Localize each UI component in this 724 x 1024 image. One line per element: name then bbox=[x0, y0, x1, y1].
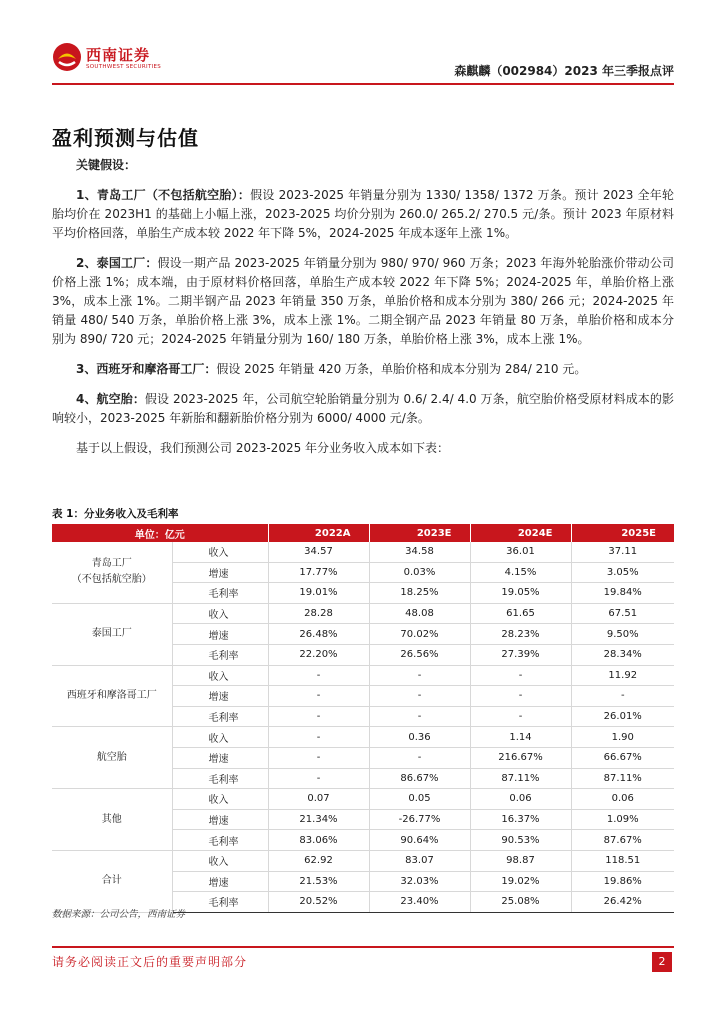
value-cell: 28.23% bbox=[470, 624, 571, 645]
value-cell: 26.42% bbox=[571, 892, 674, 913]
footer-disclaimer: 请务必阅读正文后的重要声明部分 bbox=[52, 955, 248, 969]
value-cell: - bbox=[470, 665, 571, 686]
value-cell: 61.65 bbox=[470, 603, 571, 624]
value-cell: - bbox=[470, 686, 571, 707]
metric-label: 增速 bbox=[172, 747, 268, 768]
report-title: 森麒麟（002984）2023 年三季报点评 bbox=[454, 64, 674, 78]
value-cell: 18.25% bbox=[369, 583, 470, 604]
value-cell: 0.06 bbox=[470, 789, 571, 810]
assumptions-block bbox=[52, 156, 674, 458]
assumptions-heading: 关键假设： bbox=[76, 158, 137, 172]
value-cell: 36.01 bbox=[470, 542, 571, 562]
segment-name-cell bbox=[52, 727, 172, 789]
paragraph-thailand bbox=[52, 254, 674, 349]
metric-label: 增速 bbox=[172, 871, 268, 892]
table-row bbox=[52, 850, 674, 871]
value-cell: 1.09% bbox=[571, 809, 674, 830]
value-cell: 26.01% bbox=[571, 706, 674, 727]
logo-name-cn: 西南证券 bbox=[86, 46, 151, 64]
value-cell: 21.53% bbox=[268, 871, 369, 892]
metric-label: 增速 bbox=[172, 686, 268, 707]
value-cell: 0.07 bbox=[268, 789, 369, 810]
value-cell: 34.57 bbox=[268, 542, 369, 562]
paragraph-aviation bbox=[52, 390, 674, 428]
value-cell: 34.58 bbox=[369, 542, 470, 562]
year-header: 2023E bbox=[369, 524, 470, 542]
value-cell: 16.37% bbox=[470, 809, 571, 830]
value-cell: 0.05 bbox=[369, 789, 470, 810]
paragraph-lead: 3、西班牙和摩洛哥工厂： bbox=[76, 362, 217, 376]
metric-label: 毛利率 bbox=[172, 706, 268, 727]
value-cell: 19.01% bbox=[268, 583, 369, 604]
value-cell: - bbox=[268, 706, 369, 727]
segment-name: 合计 bbox=[101, 875, 122, 887]
metric-label: 收入 bbox=[172, 789, 268, 810]
segment-name-cell bbox=[52, 850, 172, 912]
value-cell: 27.39% bbox=[470, 644, 571, 665]
company-logo bbox=[52, 42, 162, 78]
paragraph-lead: 2、泰国工厂： bbox=[76, 256, 158, 270]
value-cell: - bbox=[268, 665, 369, 686]
value-cell: 3.05% bbox=[571, 562, 674, 583]
value-cell: 1.14 bbox=[470, 727, 571, 748]
value-cell: - bbox=[268, 686, 369, 707]
value-cell: 0.03% bbox=[369, 562, 470, 583]
value-cell: 87.11% bbox=[571, 768, 674, 789]
value-cell: 37.11 bbox=[571, 542, 674, 562]
segment-name: 其他 bbox=[101, 813, 122, 825]
value-cell: 11.92 bbox=[571, 665, 674, 686]
value-cell: 25.08% bbox=[470, 892, 571, 913]
metric-label: 收入 bbox=[172, 542, 268, 562]
logo-mark-icon bbox=[52, 42, 82, 72]
metric-label: 毛利率 bbox=[172, 583, 268, 604]
metric-label: 增速 bbox=[172, 562, 268, 583]
metric-label: 收入 bbox=[172, 665, 268, 686]
value-cell: 87.67% bbox=[571, 830, 674, 851]
value-cell: 19.02% bbox=[470, 871, 571, 892]
metric-label: 收入 bbox=[172, 603, 268, 624]
logo-name-en: SOUTHWEST SECURITIES bbox=[86, 64, 162, 70]
value-cell: - bbox=[369, 686, 470, 707]
value-cell: 87.11% bbox=[470, 768, 571, 789]
table-row bbox=[52, 542, 674, 562]
paragraph-lead: 1、青岛工厂（不包括航空胎）： bbox=[76, 188, 251, 202]
metric-label: 增速 bbox=[172, 809, 268, 830]
segment-name-cell bbox=[52, 789, 172, 851]
value-cell: -26.77% bbox=[369, 809, 470, 830]
value-cell: 9.50% bbox=[571, 624, 674, 645]
segment-name: 泰国工厂 bbox=[91, 628, 132, 640]
paragraph-qingdao bbox=[52, 186, 674, 243]
value-cell: 21.34% bbox=[268, 809, 369, 830]
footer-divider bbox=[52, 946, 674, 948]
paragraph-text: 假设一期产品 2023-2025 年销量分别为 980/ 970/ 960 万条；2023 年海外轮胎涨价带动公司价格上涨 1%；成本端，由于原材料价格回落，单胎生产成本较 2022 年下降 5%；2024-2025 年，单胎价格上涨 3%，成本上涨 1%。二期半钢产品 2023 年销量 350 万条，单胎价格和成本分别为 380/ 266 元；2024-2025 年销量 480/ 540 万条，单胎价格上涨 3%，成本上涨 1%。二期全钢产品 2023 年销量 80 万条，单胎价格和成本分别为 890/ 720 元；2024-2025 年销量分别为 160/ 180 万条，单胎价格上涨 3%，成本上涨 1%。 bbox=[52, 256, 674, 346]
value-cell: - bbox=[369, 747, 470, 768]
value-cell: 83.07 bbox=[369, 850, 470, 871]
value-cell: 32.03% bbox=[369, 871, 470, 892]
table-row bbox=[52, 665, 674, 686]
table-header-row bbox=[52, 524, 674, 542]
metric-label: 收入 bbox=[172, 727, 268, 748]
value-cell: 118.51 bbox=[571, 850, 674, 871]
value-cell: 4.15% bbox=[470, 562, 571, 583]
segment-name: 青岛工厂 bbox=[91, 558, 132, 570]
value-cell: 48.08 bbox=[369, 603, 470, 624]
metric-label: 增速 bbox=[172, 624, 268, 645]
paragraph-text: 假设 2025 年销量 420 万条，单胎价格和成本分别为 284/ 210 元。 bbox=[216, 362, 587, 376]
table-row bbox=[52, 727, 674, 748]
value-cell: - bbox=[369, 665, 470, 686]
value-cell: 0.36 bbox=[369, 727, 470, 748]
value-cell: 19.86% bbox=[571, 871, 674, 892]
page-number: 2 bbox=[652, 952, 672, 972]
value-cell: - bbox=[571, 686, 674, 707]
value-cell: 83.06% bbox=[268, 830, 369, 851]
value-cell: - bbox=[470, 706, 571, 727]
paragraph-text: 假设 2023-2025 年，公司航空轮胎销量分别为 0.6/ 2.4/ 4.0 万条，航空胎价格受原材料成本的影响较小，2023-2025 年新胎和翻新胎价格分别为 6000/ 4000 元/条。 bbox=[52, 392, 674, 425]
value-cell: 20.52% bbox=[268, 892, 369, 913]
year-header: 2022A bbox=[268, 524, 369, 542]
metric-label: 毛利率 bbox=[172, 644, 268, 665]
value-cell: - bbox=[369, 706, 470, 727]
value-cell: 98.87 bbox=[470, 850, 571, 871]
metric-label: 毛利率 bbox=[172, 892, 268, 913]
unit-header: 单位：亿元 bbox=[52, 524, 268, 542]
segment-name: 航空胎 bbox=[96, 751, 127, 763]
segment-revenue-table bbox=[52, 524, 674, 913]
metric-label: 毛利率 bbox=[172, 830, 268, 851]
table-title: 表 1：分业务收入及毛利率 bbox=[52, 508, 179, 520]
table-row bbox=[52, 603, 674, 624]
value-cell: 90.64% bbox=[369, 830, 470, 851]
value-cell: - bbox=[268, 747, 369, 768]
value-cell: 90.53% bbox=[470, 830, 571, 851]
segment-name-note: （不包括航空胎） bbox=[71, 574, 152, 586]
section-title: 盈利预测与估值 bbox=[52, 126, 199, 150]
year-header: 2024E bbox=[470, 524, 571, 542]
value-cell: 19.84% bbox=[571, 583, 674, 604]
segment-name-cell bbox=[52, 603, 172, 665]
value-cell: 28.34% bbox=[571, 644, 674, 665]
value-cell: 62.92 bbox=[268, 850, 369, 871]
value-cell: 66.67% bbox=[571, 747, 674, 768]
value-cell: - bbox=[268, 768, 369, 789]
page-header bbox=[52, 40, 674, 82]
value-cell: 86.67% bbox=[369, 768, 470, 789]
summary-line: 基于以上假设，我们预测公司 2023-2025 年分业务收入成本如下表： bbox=[76, 441, 450, 455]
table-row bbox=[52, 789, 674, 810]
value-cell: 17.77% bbox=[268, 562, 369, 583]
value-cell: 28.28 bbox=[268, 603, 369, 624]
value-cell: 19.05% bbox=[470, 583, 571, 604]
header-divider bbox=[52, 83, 674, 85]
data-source: 数据来源：公司公告，西南证券 bbox=[52, 909, 186, 920]
metric-label: 毛利率 bbox=[172, 768, 268, 789]
value-cell: 26.56% bbox=[369, 644, 470, 665]
value-cell: 216.67% bbox=[470, 747, 571, 768]
paragraph-spain-morocco bbox=[52, 360, 674, 379]
value-cell: 1.90 bbox=[571, 727, 674, 748]
value-cell: 23.40% bbox=[369, 892, 470, 913]
table-body bbox=[52, 542, 674, 912]
paragraph-lead: 4、航空胎： bbox=[76, 392, 145, 406]
year-header: 2025E bbox=[571, 524, 674, 542]
value-cell: 22.20% bbox=[268, 644, 369, 665]
metric-label: 收入 bbox=[172, 850, 268, 871]
value-cell: 0.06 bbox=[571, 789, 674, 810]
value-cell: 67.51 bbox=[571, 603, 674, 624]
value-cell: 70.02% bbox=[369, 624, 470, 645]
segment-name: 西班牙和摩洛哥工厂 bbox=[66, 689, 157, 701]
paragraph-text: 假设 2023-2025 年销量分别为 1330/ 1358/ 1372 万条。预计 2023 全年轮胎均价在 2023H1 的基础上小幅上涨，2023-2025 均价分别为 260.0/ 265.2/ 270.5 元/条。预计 2023 年原材料平均价格回落，单胎生产成本较 2022 年下降 5%，2024-2025 年成本逐年上涨 1%。 bbox=[52, 188, 674, 240]
value-cell: 26.48% bbox=[268, 624, 369, 645]
segment-name-cell bbox=[52, 665, 172, 727]
value-cell: - bbox=[268, 727, 369, 748]
segment-name-cell bbox=[52, 542, 172, 603]
